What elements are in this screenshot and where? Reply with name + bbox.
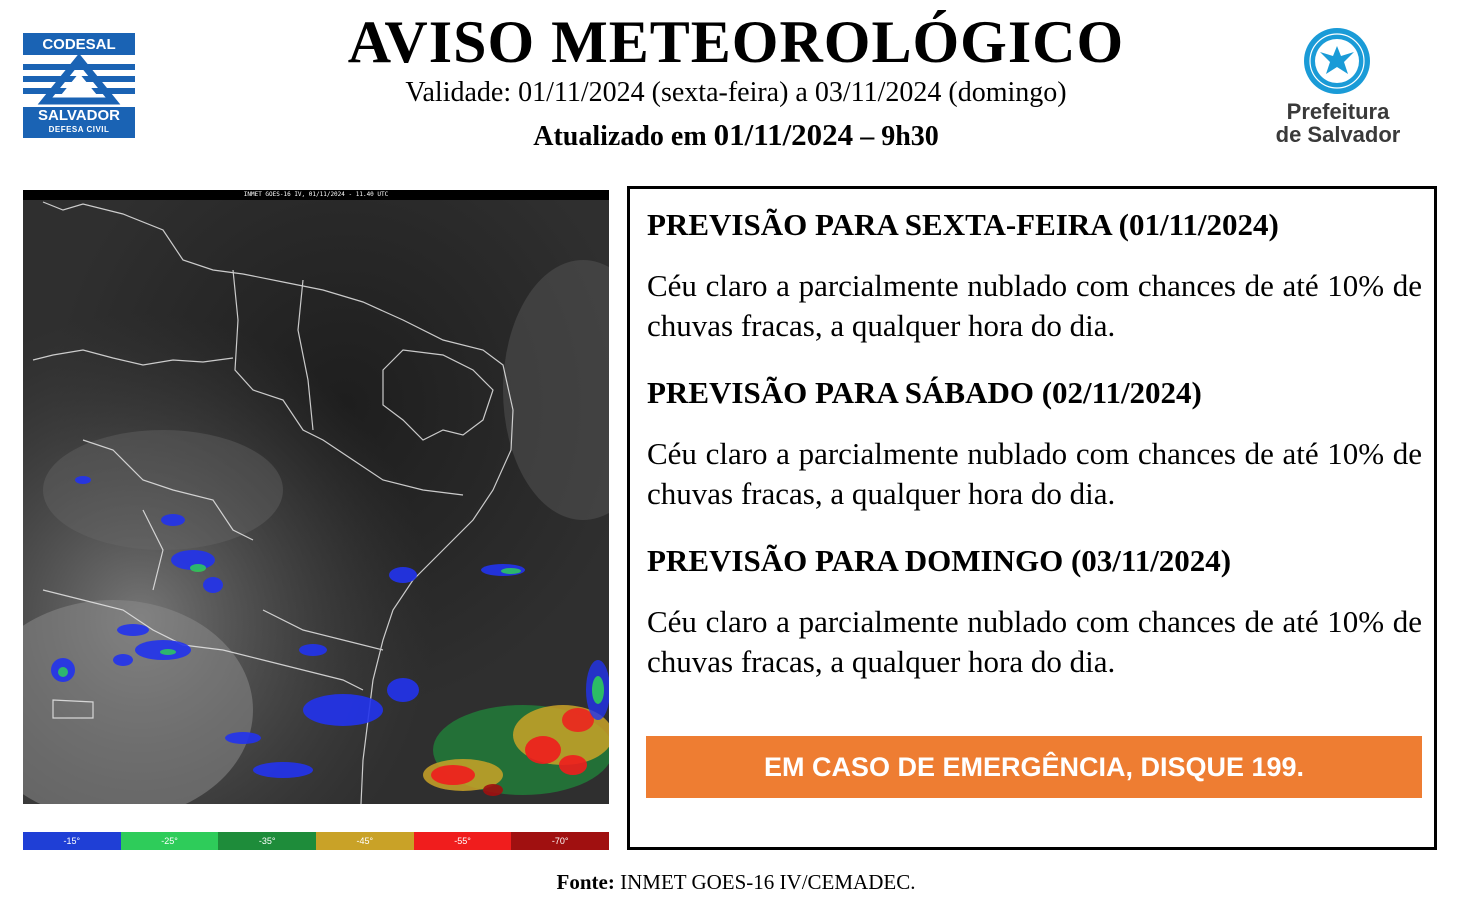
validity-period: Validade: 01/11/2024 (sexta-feira) a 03/11/2024 (domingo) <box>405 77 1067 108</box>
codesal-logo-subtitle: DEFESA CIVIL <box>48 125 110 134</box>
scale-segment: -45° <box>316 832 414 850</box>
prefeitura-emblem-icon <box>1302 26 1372 96</box>
source-credit <box>0 869 1472 895</box>
forecast-panel <box>627 186 1437 850</box>
forecast-heading-sunday: PREVISÃO PARA DOMINGO (03/11/2024) <box>647 543 1232 578</box>
codesal-logo <box>23 33 135 138</box>
forecast-text-saturday: Céu claro a parcialmente nublado com chances de até 10% de chuvas fracas, a qualquer hora do dia. <box>647 436 1422 511</box>
temperature-scale <box>23 832 609 850</box>
prefeitura-line1: Prefeitura <box>1286 99 1390 124</box>
satellite-caption: INMET GOES-16 IV, 01/11/2024 - 11.40 UTC <box>23 190 609 200</box>
scale-segment: -35° <box>218 832 316 850</box>
scale-segment: -25° <box>121 832 219 850</box>
source-value: INMET GOES-16 IV/CEMADEC. <box>614 870 916 894</box>
codesal-logo-city: SALVADOR <box>38 107 120 124</box>
codesal-logo-name: CODESAL <box>42 36 116 53</box>
scale-segment: -55° <box>414 832 512 850</box>
updated-date: 01/11/2024 <box>713 117 854 152</box>
prefeitura-line2: de Salvador <box>1275 122 1401 147</box>
civil-defense-triangle-icon <box>23 55 135 107</box>
forecast-heading-friday: PREVISÃO PARA SEXTA-FEIRA (01/11/2024) <box>647 207 1279 242</box>
satellite-image <box>23 190 609 804</box>
scale-segment: -15° <box>23 832 121 850</box>
forecast-text-friday: Céu claro a parcialmente nublado com chances de até 10% de chuvas fracas, a qualquer hora do dia. <box>647 268 1422 343</box>
updated-time: – 9h30 <box>853 121 939 152</box>
updated-prefix: Atualizado em <box>533 121 714 152</box>
source-label: Fonte: <box>556 870 615 894</box>
forecast-heading-saturday: PREVISÃO PARA SÁBADO (02/11/2024) <box>647 375 1202 410</box>
page-title: AVISO METEOROLÓGICO <box>347 9 1125 75</box>
forecast-text-sunday: Céu claro a parcialmente nublado com chances de até 10% de chuvas fracas, a qualquer hora do dia. <box>647 604 1422 679</box>
scale-segment: -70° <box>511 832 609 850</box>
emergency-banner: EM CASO DE EMERGÊNCIA, DISQUE 199. <box>646 736 1422 798</box>
prefeitura-logo-text <box>1250 100 1426 146</box>
